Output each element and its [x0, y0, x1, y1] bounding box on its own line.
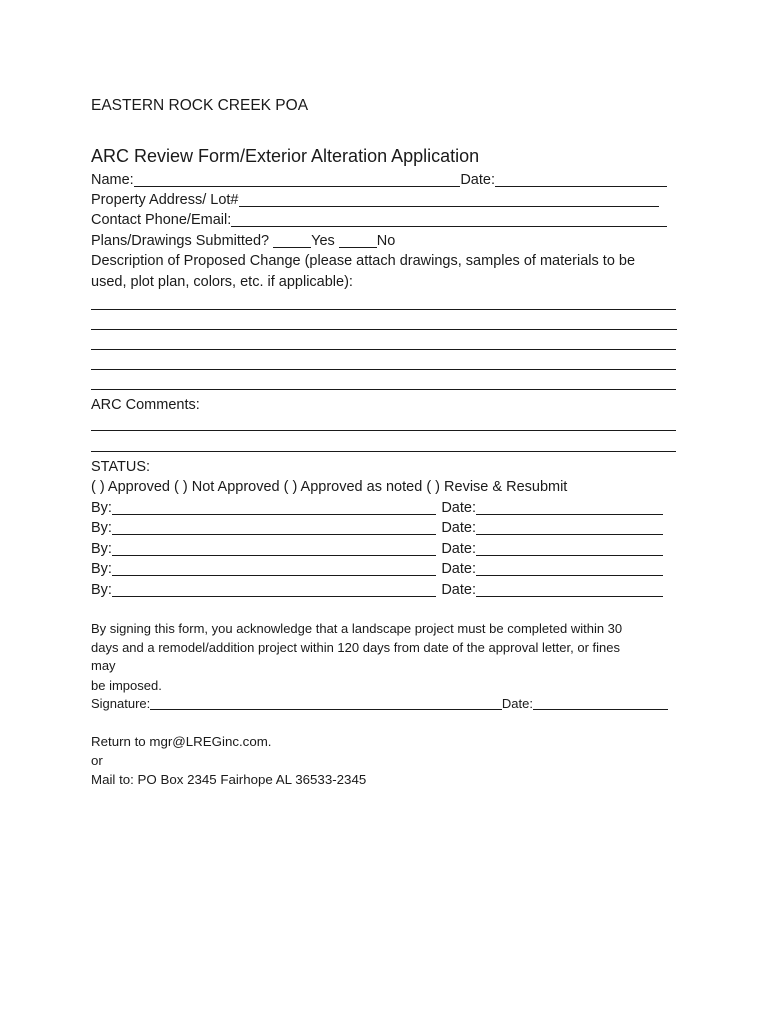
approval-date-field[interactable]	[476, 498, 663, 518]
by-label: By:	[91, 582, 112, 598]
notice-line: may	[91, 658, 116, 673]
signature-date-field[interactable]	[533, 694, 668, 714]
approval-date-label: Date:	[441, 541, 476, 557]
signature-field[interactable]	[150, 694, 502, 714]
signature-date-label: Date:	[501, 696, 533, 711]
description-line[interactable]	[91, 349, 676, 350]
date-field[interactable]	[495, 170, 667, 190]
status-label: STATUS:	[91, 459, 151, 475]
status-option-approved-as-noted[interactable]: ( ) Approved as noted	[283, 479, 423, 495]
approval-date-field[interactable]	[476, 539, 663, 559]
approval-row	[91, 580, 663, 600]
return-or: or	[91, 753, 103, 768]
plans-row	[91, 231, 395, 251]
comments-line[interactable]	[91, 430, 676, 431]
description-line[interactable]	[91, 389, 676, 390]
contact-label: Contact Phone/Email:	[91, 212, 232, 228]
approver-field[interactable]	[112, 580, 436, 600]
approver-field[interactable]	[112, 518, 436, 538]
property-row	[91, 190, 659, 210]
date-label: Date:	[460, 172, 495, 188]
contact-row	[91, 210, 667, 230]
return-email-line: Return to mgr@LREGinc.com.	[91, 734, 272, 749]
approval-row	[91, 498, 663, 518]
property-label: Property Address/ Lot#	[91, 192, 239, 208]
approval-date-label: Date:	[441, 520, 476, 536]
plans-yes-label: Yes	[311, 233, 335, 249]
contact-field[interactable]	[231, 210, 667, 230]
organization-name: EASTERN ROCK CREEK POA	[91, 97, 309, 114]
name-row	[91, 170, 667, 190]
notice-line: be imposed.	[91, 678, 162, 693]
approval-date-field[interactable]	[476, 580, 663, 600]
by-label: By:	[91, 500, 112, 516]
plans-no-field[interactable]	[339, 231, 377, 251]
approval-date-label: Date:	[441, 500, 476, 516]
approval-date-field[interactable]	[476, 518, 663, 538]
notice-line: By signing this form, you acknowledge that a landscape project must be completed within 30	[91, 621, 623, 636]
approval-date-label: Date:	[441, 561, 476, 577]
approval-date-label: Date:	[441, 582, 476, 598]
by-label: By:	[91, 541, 112, 557]
status-option-revise-resubmit[interactable]: ( ) Revise & Resubmit	[426, 479, 568, 495]
form-title: ARC Review Form/Exterior Alteration Application	[91, 146, 480, 166]
description-line[interactable]	[91, 309, 676, 310]
name-field[interactable]	[134, 170, 461, 190]
arc-comments-label: ARC Comments:	[91, 397, 200, 413]
status-option-approved[interactable]: ( ) Approved	[91, 479, 170, 495]
plans-no-label: No	[376, 233, 396, 249]
name-label: Name:	[91, 172, 134, 188]
approver-field[interactable]	[112, 559, 436, 579]
comments-line[interactable]	[91, 451, 676, 452]
by-label: By:	[91, 561, 112, 577]
plans-label: Plans/Drawings Submitted?	[91, 233, 270, 249]
approver-field[interactable]	[112, 539, 436, 559]
by-label: By:	[91, 520, 112, 536]
description-line[interactable]	[91, 369, 676, 370]
status-options	[91, 477, 567, 497]
approval-row	[91, 539, 663, 559]
description-label-line-1: Description of Proposed Change (please attach drawings, samples of materials to be	[91, 253, 636, 269]
approval-row	[91, 518, 663, 538]
approval-row	[91, 559, 663, 579]
approver-field[interactable]	[112, 498, 436, 518]
description-line[interactable]	[91, 329, 677, 330]
notice-line: days and a remodel/addition project within 120 days from date of the approval letter, or fines	[91, 640, 620, 655]
signature-label: Signature:	[91, 696, 151, 711]
status-option-not-approved[interactable]: ( ) Not Approved	[174, 479, 280, 495]
property-field[interactable]	[239, 190, 660, 210]
mailing-address: Mail to: PO Box 2345 Fairhope AL 36533-2345	[91, 772, 367, 787]
signature-row	[91, 694, 668, 714]
approval-date-field[interactable]	[476, 559, 663, 579]
plans-yes-field[interactable]	[273, 231, 311, 251]
description-label-line-2: used, plot plan, colors, etc. if applicable):	[91, 274, 353, 290]
